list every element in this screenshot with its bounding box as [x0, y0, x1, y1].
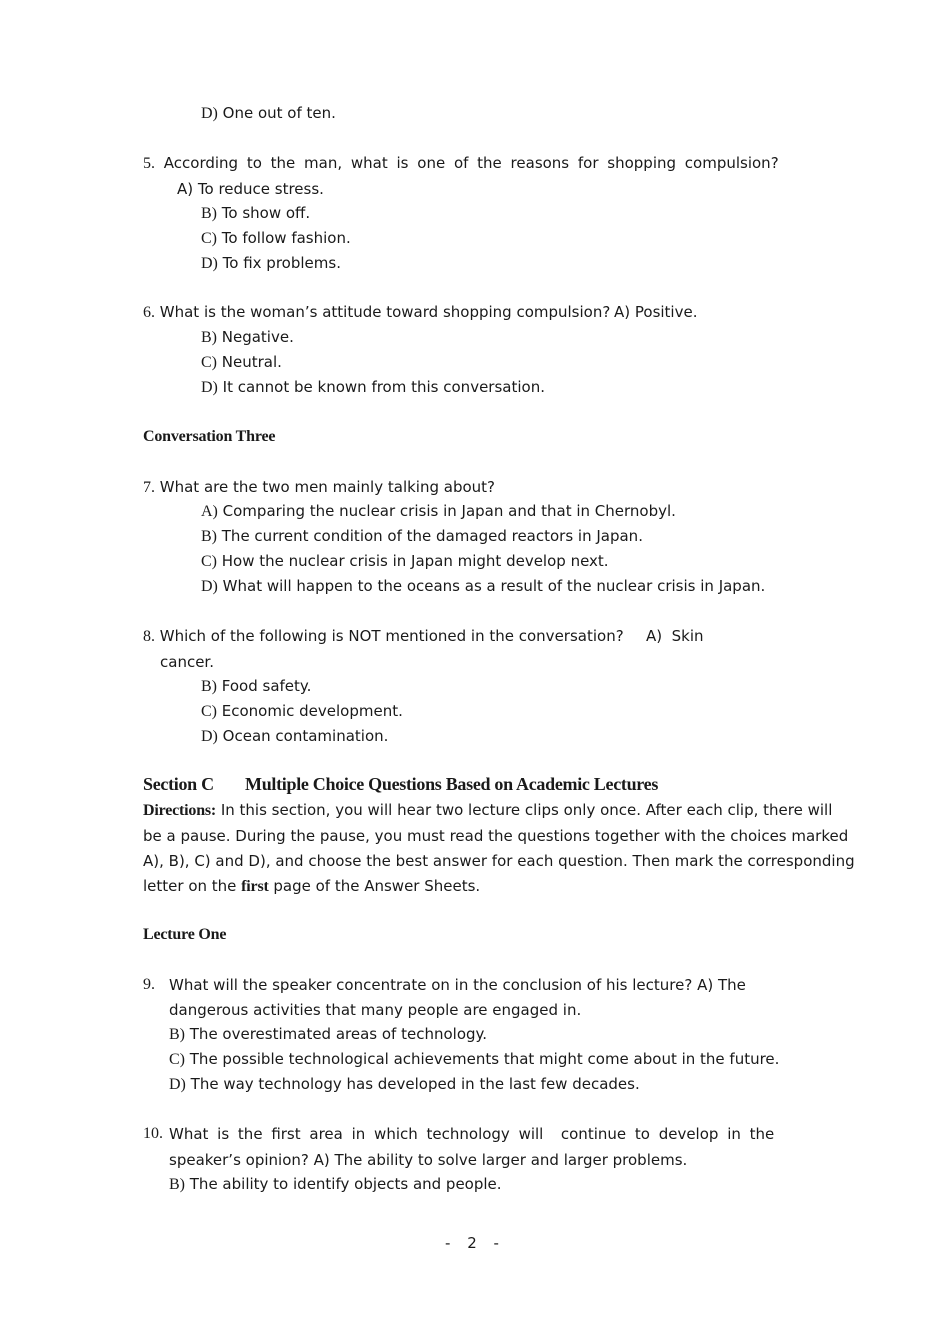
- q5-option-b: B) To show off.: [201, 204, 311, 222]
- q6-option-d: D) It cannot be known from this conversation.: [201, 378, 545, 396]
- q8-option-a: A) Skin: [646, 627, 704, 645]
- q10-question-line-2: speaker’s opinion? A) The ability to solve larger and larger problems.: [169, 1151, 688, 1169]
- q8-question: 8. Which of the following is NOT mentioned in the conversation?: [143, 627, 624, 645]
- q8-option-c: C) Economic development.: [201, 702, 403, 720]
- section-c-label: Section C: [143, 774, 214, 794]
- conversation-three-heading: Conversation Three: [143, 428, 276, 445]
- q9-number: 9.: [143, 976, 155, 993]
- q9-option-d: D) The way technology has developed in the last few decades.: [169, 1075, 640, 1093]
- q9-option-c: C) The possible technological achievements that might come about in the future.: [169, 1050, 780, 1068]
- q6-question: 6. What is the woman’s attitude toward shopping compulsion?: [143, 303, 611, 321]
- q7-option-c: C) How the nuclear crisis in Japan might develop next.: [201, 552, 609, 570]
- q6-number: 6.: [143, 304, 155, 321]
- q5-option-c: C) To follow fashion.: [201, 229, 351, 247]
- q5-option-d: D) To fix problems.: [201, 254, 341, 272]
- q6-option-b: B) Negative.: [201, 328, 294, 346]
- q9-question-line-1: What will the speaker concentrate on in the conclusion of his lecture? A) The: [169, 976, 746, 994]
- page-number: - 2 -: [445, 1234, 505, 1252]
- q7-option-b: B) The current condition of the damaged reactors in Japan.: [201, 527, 643, 545]
- directions-line-4: letter on the first page of the Answer Sheets.: [143, 877, 481, 895]
- first-emphasis: first: [241, 878, 269, 895]
- lecture-one-heading: Lecture One: [143, 926, 227, 943]
- q10-number: 10.: [143, 1125, 163, 1142]
- q8-number: 8.: [143, 628, 155, 645]
- q7-option-d: D) What will happen to the oceans as a result of the nuclear crisis in Japan.: [201, 577, 766, 595]
- q10-option-b: B) The ability to identify objects and people.: [169, 1175, 502, 1193]
- directions-line-1: Directions: In this section, you will hear two lecture clips only once. After each clip, there will: [143, 801, 833, 819]
- q7-number: 7.: [143, 479, 155, 496]
- q6-option-c: C) Neutral.: [201, 353, 282, 371]
- directions-line-3: A), B), C) and D), and choose the best answer for each question. Then mark the corresponding: [143, 852, 855, 870]
- q8-option-d: D) Ocean contamination.: [201, 727, 389, 745]
- q9-question-line-2: dangerous activities that many people are engaged in.: [169, 1001, 582, 1019]
- q4-option-d: D) One out of ten.: [201, 104, 336, 122]
- q8-option-b: B) Food safety.: [201, 677, 312, 695]
- q5-number: 5.: [143, 155, 155, 172]
- q9-option-b: B) The overestimated areas of technology.: [169, 1025, 488, 1043]
- q5-option-a: A) To reduce stress.: [177, 180, 324, 198]
- q10-question-line-1: What is the first area in which technology will continue to develop in the: [169, 1125, 775, 1143]
- section-c-title: Multiple Choice Questions Based on Academic Lectures: [245, 774, 659, 794]
- directions-label: Directions:: [143, 802, 217, 819]
- q8-option-a-continued: cancer.: [160, 653, 214, 671]
- q7-option-a: A) Comparing the nuclear crisis in Japan and that in Chernobyl.: [201, 502, 676, 520]
- q6-option-a: A) Positive.: [614, 303, 698, 321]
- q5-question: 5. According to the man, what is one of the reasons for shopping compulsion?: [143, 154, 779, 172]
- directions-line-2: be a pause. During the pause, you must read the questions together with the choices marked: [143, 827, 849, 845]
- q7-question: 7. What are the two men mainly talking about?: [143, 478, 496, 496]
